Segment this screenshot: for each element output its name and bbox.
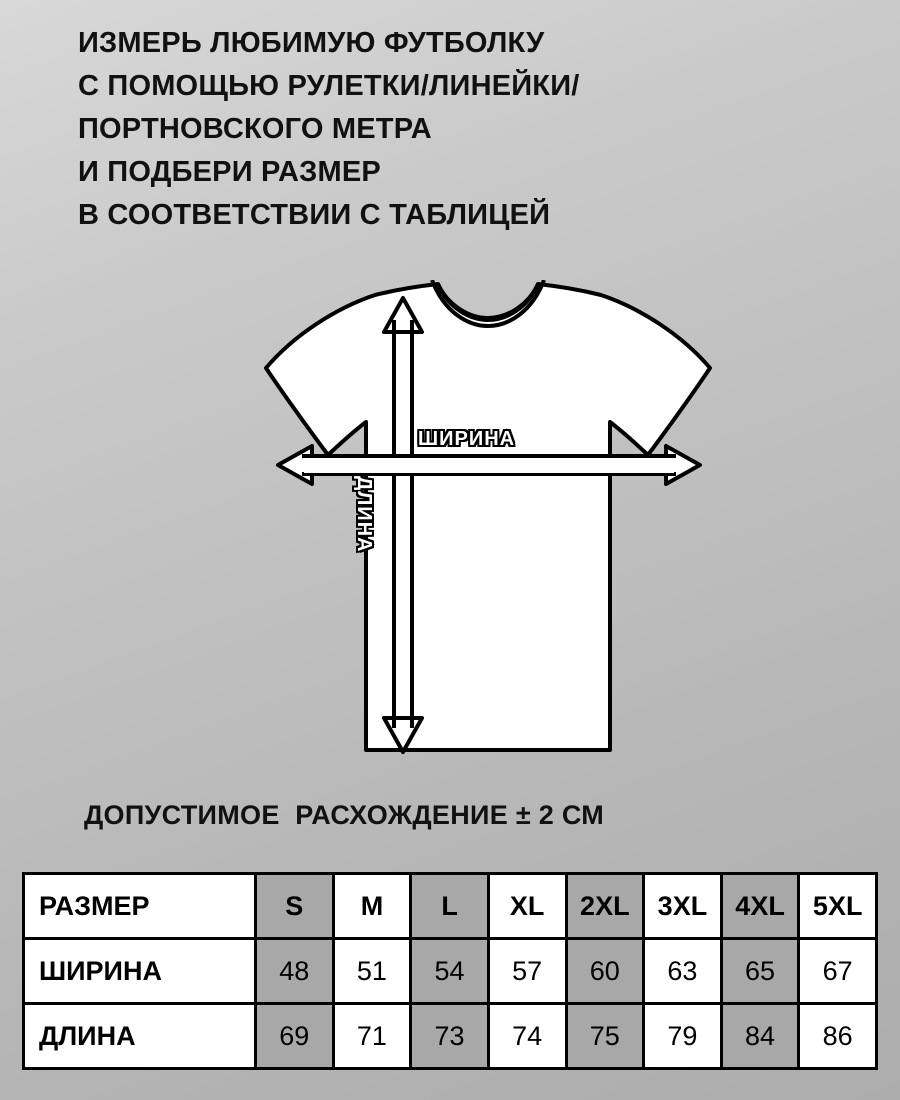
width-value-s: 48 [256, 939, 334, 1004]
width-value-xl: 57 [488, 939, 566, 1004]
length-value-5xl: 86 [799, 1004, 877, 1069]
tshirt-illustration [170, 280, 740, 780]
table-row-width [24, 939, 877, 1004]
headline-line-1: ИЗМЕРЬ ЛЮБИМУЮ ФУТБОЛКУ [78, 27, 545, 59]
headline-line-2: С ПОМОЩЬЮ РУЛЕТКИ/ЛИНЕЙКИ/ [78, 69, 580, 102]
size-table [22, 872, 878, 1070]
size-header-l: L [411, 874, 489, 939]
tolerance-note: ДОПУСТИМОЕ РАСХОЖДЕНИЕ ± 2 СМ [84, 800, 605, 830]
row-header-width: ШИРИНА [24, 939, 256, 1004]
headline-line-4: И ПОДБЕРИ РАЗМЕР [78, 155, 381, 188]
table-row-length [24, 1004, 877, 1069]
page-title [78, 22, 838, 237]
length-value-xl: 74 [488, 1004, 566, 1069]
size-header-m: M [333, 874, 411, 939]
width-label: ШИРИНА [418, 428, 516, 450]
tshirt-diagram [170, 280, 740, 780]
width-value-3xl: 63 [644, 939, 722, 1004]
width-value-4xl: 65 [721, 939, 799, 1004]
size-header-xl: XL [488, 874, 566, 939]
length-value-3xl: 79 [644, 1004, 722, 1069]
row-header-length: ДЛИНА [24, 1004, 256, 1069]
length-value-m: 71 [333, 1004, 411, 1069]
length-value-l: 73 [411, 1004, 489, 1069]
length-value-4xl: 84 [721, 1004, 799, 1069]
row-header-size: РАЗМЕР [24, 874, 256, 939]
headline-line-5: В СООТВЕТСТВИИ С ТАБЛИЦЕЙ [78, 198, 551, 231]
length-label: ДЛИНА [353, 476, 375, 553]
headline-line-3: ПОРТНОВСКОГО МЕТРА [78, 112, 432, 145]
size-header-s: S [256, 874, 334, 939]
width-value-2xl: 60 [566, 939, 644, 1004]
size-header-3xl: 3XL [644, 874, 722, 939]
length-value-s: 69 [256, 1004, 334, 1069]
size-header-2xl: 2XL [566, 874, 644, 939]
size-table-wrapper [22, 872, 878, 1070]
length-value-2xl: 75 [566, 1004, 644, 1069]
width-value-l: 54 [411, 939, 489, 1004]
size-header-5xl: 5XL [799, 874, 877, 939]
table-row-sizes [24, 874, 877, 939]
size-header-4xl: 4XL [721, 874, 799, 939]
width-value-m: 51 [333, 939, 411, 1004]
width-value-5xl: 67 [799, 939, 877, 1004]
